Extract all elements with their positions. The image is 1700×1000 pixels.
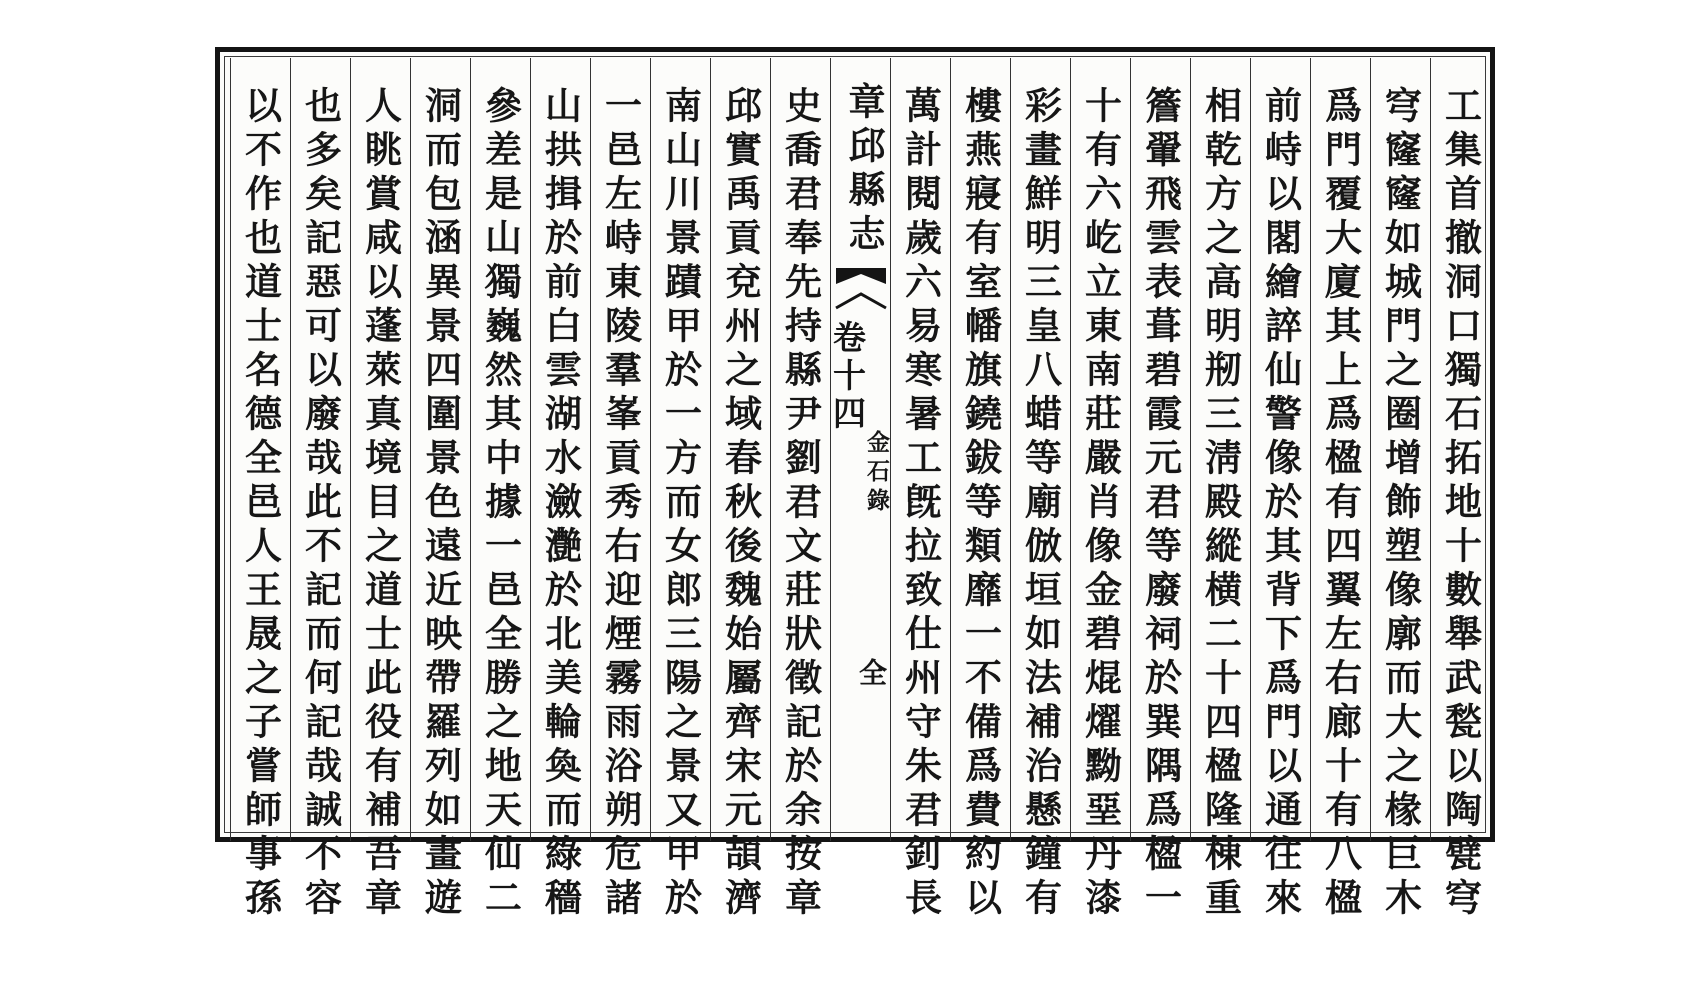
text-column-4: 前峙以閣繪誶仙警像於其背下爲門以通往來 [1250,58,1310,841]
text-column-10: 萬計閱歲六易寒暑工旣拉致仕州守朱君釗長 [890,58,950,841]
text-column-20: 以不作也道士名德全邑人王晟之子嘗師事孫 [230,58,290,841]
text-column-3: 爲門覆大廈其上爲楹有四翼左右廊十有八楹 [1310,58,1370,841]
banner-page-number: 全 [855,658,888,686]
text-column-13: 南山川景蹟甲於一方而女郎三陽之景又甲於 [650,58,710,841]
text-column-17: 洞而包涵異景四圍景色遠近映帶羅列如畫遊 [410,58,470,841]
fishtail-ornament-bottom [834,288,888,310]
banner-title: 章邱縣志 [842,82,886,258]
text-column-7: 十有六屹立東南莊嚴肖像金碧焜燿黝堊丹漆 [1070,58,1130,841]
text-column-11: 史喬君奉先持縣尹劉君文莊狀徵記於余按章 [770,58,830,841]
fishtail-ornament-top [834,266,888,288]
page-frame [215,47,1495,922]
text-column-12: 邱實禹貢兗州之域春秋後魏始屬齊宋元頡濟 [710,58,770,841]
text-column-18: 人眺賞咸以蓬萊真境目之道士此役有補吾章 [350,58,410,841]
text-column-2: 穹窿窿如城門之圈增飾塑像廓而大之椽巨木 [1370,58,1430,841]
text-column-15: 山拱揖於前白雲湖水瀲灔於北美輪奐而綠穡 [530,58,590,841]
text-column-14: 一邑左峙東陵羣峯貢秀右迎煙霧雨浴朔危諸 [590,58,650,841]
banner-volume: 卷十四 [828,320,867,434]
text-column-5: 相乾方之高明剏三淸殿縱横二十四楹隆棟重 [1190,58,1250,841]
text-column-9: 樓燕寢有室幡旗鐃鈸等類靡一不備爲費約以 [950,58,1010,841]
banner-section: 金石錄 [863,430,890,517]
center-banner [830,58,890,841]
text-column-1: 工集首撤洞口獨石拓地十數舉武甃以陶甓穹 [1430,58,1490,841]
text-column-8: 彩畫鮮明三皇八蜡等廟倣垣如法補治懸鐘有 [1010,58,1070,841]
text-column-16: 參差是山獨巍然其中據一邑全勝之地天仙二 [470,58,530,841]
text-column-6: 簷翬飛雲表葺碧霞元君等廢祠於巽隅爲楹一 [1130,58,1190,841]
text-column-19: 也多矣記惡可以廢哉此不記而何記哉誠不容 [290,58,350,841]
